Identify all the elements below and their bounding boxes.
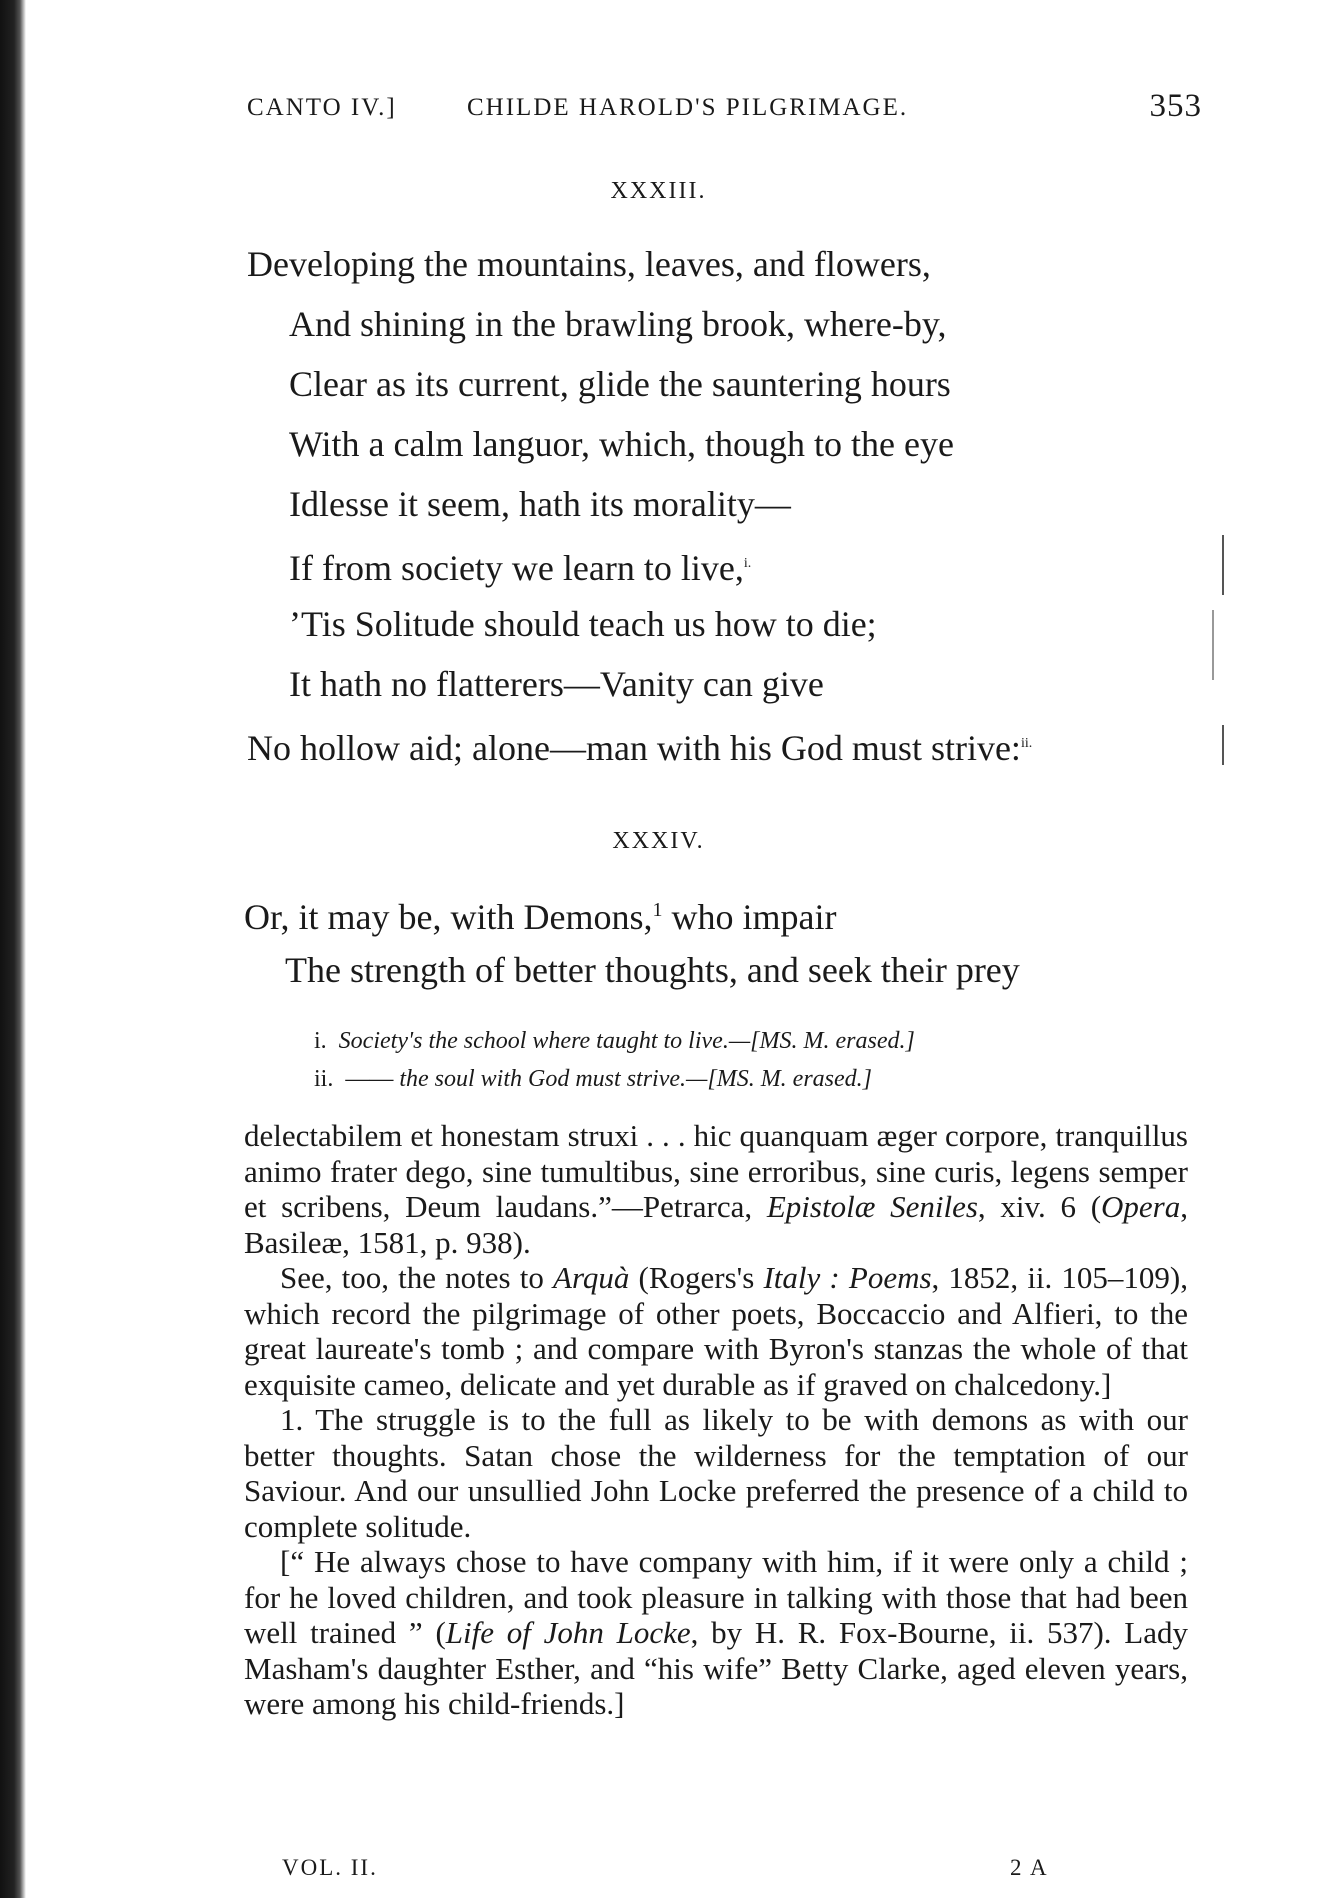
header-title: CHILDE HAROLD'S PILGRIMAGE. (467, 94, 909, 121)
margin-mark-lower (1222, 725, 1224, 765)
verse-line-9: No hollow aid; alone—man with his God must strive:$^{ii.}$ (247, 728, 1033, 768)
verse-line-1: Developing the mountains, leaves, and flowers, (247, 244, 931, 284)
verse-line-11: The strength of better thoughts, and seek their prey (285, 950, 1020, 990)
variant-marker-i: i. (743, 556, 752, 571)
editorial-notes (244, 1118, 1188, 1722)
binding-shadow (0, 0, 26, 1898)
margin-mark-upper (1222, 535, 1224, 595)
variant-reading-ii: ii. —— the soul with God must strive.—[MS. M. erased.] (314, 1066, 873, 1092)
note-paragraph-1: delectabilem et honestam struxi . . . hic quanquam æger corpore, tranquillus animo frater dego, sine tumultibus, sine erroribus, sine curis, legens semper et scribens, Deum laudans.”—Petrarca, Epistolæ Seniles, xiv. 6 (Opera, Basileæ, 1581, p. 938). (244, 1118, 1188, 1260)
variant-reading-i: i. Society's the school where taught to live.—[MS. M. erased.] (314, 1028, 915, 1054)
margin-mark-middle (1212, 610, 1214, 680)
footnote-ref-1: 1 (652, 899, 663, 921)
verse-line-10: Or, it may be, with Demons,$^1$ who impair (244, 897, 837, 937)
verse-line-7: ’Tis Solitude should teach us how to die; (289, 604, 877, 644)
running-header (247, 88, 1202, 132)
variant-marker-ii: ii. (1020, 736, 1033, 751)
note-paragraph-4: [“ He always chose to have company with him, if it were only a child ; for he loved children, and took pleasure in talking with those that had been well trained ” (Life of John Locke, by H. R. Fox-Bourne, ii. 537). Lady Masham's daughter Esther, and “his wife” Betty Clarke, aged eleven years, were among his child-friends.] (244, 1544, 1188, 1721)
stanza-number-xxxiv: XXXIV. (612, 828, 705, 854)
verse-line-6: If from society we learn to live,$^{i.}$ (289, 548, 752, 588)
stanza-number-xxxiii: XXXIII. (610, 178, 707, 204)
verse-line-8: It hath no flatterers—Vanity can give (289, 664, 824, 704)
note-paragraph-2: See, too, the notes to Arquà (Rogers's Italy : Poems, 1852, ii. 105–109), which record the pilgrimage of other poets, Boccaccio and Alfieri, to the great laureate's tomb ; and compare with Byron's stanzas the whole of that exquisite cameo, delicate and yet durable as if graved on chalcedony.] (244, 1260, 1189, 1402)
verse-line-2: And shining in the brawling brook, where-by, (289, 304, 947, 344)
verse-line-5: Idlesse it seem, hath its morality— (289, 484, 791, 524)
page-number: 353 (1149, 88, 1202, 124)
verse-line-3: Clear as its current, glide the sauntering hours (289, 364, 951, 404)
canto-label: CANTO IV.] (247, 94, 397, 121)
signature-mark: 2 A (1010, 1855, 1049, 1880)
volume-label: VOL. II. (282, 1855, 378, 1880)
verse-line-4: With a calm languor, which, though to the eye (289, 424, 954, 464)
note-paragraph-3: 1. The struggle is to the full as likely to be with demons as with our better thoughts. Satan chose the wilderness for the temptation of our Saviour. And our unsullied John Locke preferred the presence of a child to complete solitude. (244, 1402, 1188, 1544)
